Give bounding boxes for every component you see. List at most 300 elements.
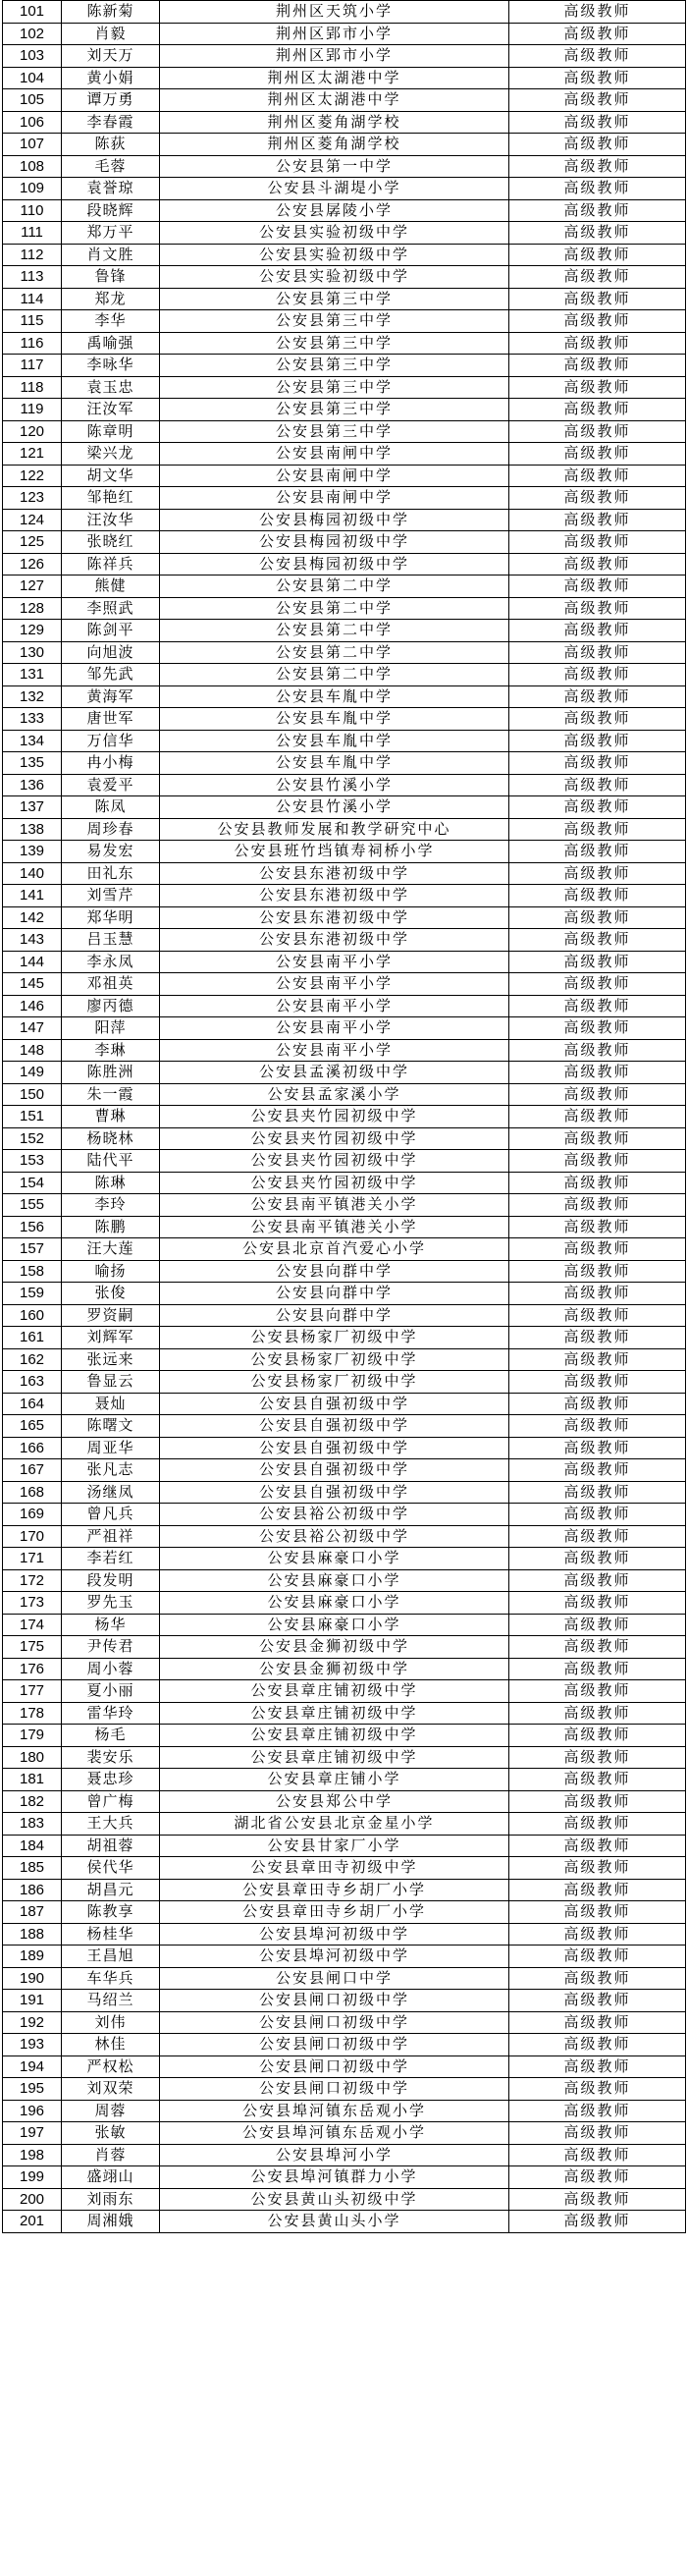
teacher-name-cell: 郑万平 <box>62 222 160 245</box>
job-title-cell: 高级教师 <box>509 2078 686 2101</box>
teacher-name-cell: 胡祖蓉 <box>62 1835 160 1857</box>
table-row <box>3 332 686 355</box>
teacher-name-cell: 阳萍 <box>62 1017 160 1040</box>
teacher-name-cell: 罗先玉 <box>62 1592 160 1615</box>
school-cell: 公安县第一中学 <box>160 155 509 178</box>
school-cell: 公安县章田寺乡胡厂小学 <box>160 1879 509 1901</box>
job-title-cell: 高级教师 <box>509 111 686 134</box>
school-cell: 公安县南平小学 <box>160 1017 509 1040</box>
job-title-cell: 高级教师 <box>509 862 686 885</box>
teacher-name-cell: 夏小丽 <box>62 1680 160 1703</box>
table-row <box>3 685 686 708</box>
job-title-cell: 高级教师 <box>509 199 686 222</box>
job-title-cell: 高级教师 <box>509 730 686 752</box>
row-number-cell: 159 <box>3 1283 62 1305</box>
row-number-cell: 121 <box>3 443 62 466</box>
table-row <box>3 178 686 200</box>
teacher-name-cell: 田礼东 <box>62 862 160 885</box>
row-number-cell: 124 <box>3 509 62 531</box>
table-row <box>3 906 686 929</box>
table-row <box>3 1614 686 1636</box>
job-title-cell: 高级教师 <box>509 1 686 24</box>
table-row <box>3 199 686 222</box>
table-row <box>3 45 686 68</box>
school-cell: 公安县第二中学 <box>160 597 509 620</box>
row-number-cell: 110 <box>3 199 62 222</box>
job-title-cell: 高级教师 <box>509 2122 686 2145</box>
table-row <box>3 1393 686 1415</box>
job-title-cell: 高级教师 <box>509 1592 686 1615</box>
job-title-cell: 高级教师 <box>509 1238 686 1261</box>
row-number-cell: 176 <box>3 1658 62 1680</box>
table-row <box>3 2211 686 2233</box>
table-row <box>3 487 686 510</box>
teacher-name-cell: 马绍兰 <box>62 1990 160 2012</box>
row-number-cell: 189 <box>3 1946 62 1968</box>
row-number-cell: 112 <box>3 244 62 266</box>
row-number-cell: 198 <box>3 2144 62 2166</box>
school-cell: 公安县黄山头小学 <box>160 2211 509 2233</box>
teacher-name-cell: 万信华 <box>62 730 160 752</box>
teacher-name-cell: 汪汝军 <box>62 399 160 421</box>
table-row <box>3 1017 686 1040</box>
school-cell: 公安县南平小学 <box>160 1039 509 1062</box>
teacher-name-cell: 陈新菊 <box>62 1 160 24</box>
school-cell: 公安县东港初级中学 <box>160 862 509 885</box>
school-cell: 公安县第三中学 <box>160 310 509 333</box>
row-number-cell: 103 <box>3 45 62 68</box>
teacher-name-cell: 陈剑平 <box>62 620 160 642</box>
table-row <box>3 995 686 1017</box>
job-title-cell: 高级教师 <box>509 1725 686 1747</box>
row-number-cell: 162 <box>3 1348 62 1371</box>
job-title-cell: 高级教师 <box>509 1769 686 1791</box>
table-row <box>3 1348 686 1371</box>
job-title-cell: 高级教师 <box>509 818 686 841</box>
table-row <box>3 376 686 399</box>
teacher-name-cell: 张远来 <box>62 1348 160 1371</box>
job-title-cell: 高级教师 <box>509 2188 686 2211</box>
school-cell: 公安县自强初级中学 <box>160 1437 509 1459</box>
job-title-cell: 高级教师 <box>509 1614 686 1636</box>
table-row <box>3 841 686 863</box>
teacher-name-cell: 李若红 <box>62 1548 160 1570</box>
row-number-cell: 135 <box>3 752 62 775</box>
teacher-name-cell: 李咏华 <box>62 355 160 377</box>
school-cell: 公安县麻豪口小学 <box>160 1614 509 1636</box>
table-row <box>3 2144 686 2166</box>
table-row <box>3 1548 686 1570</box>
teacher-name-cell: 周亚华 <box>62 1437 160 1459</box>
school-cell: 荆州区天筑小学 <box>160 1 509 24</box>
teacher-name-cell: 张敏 <box>62 2122 160 2145</box>
row-number-cell: 171 <box>3 1548 62 1570</box>
table-row <box>3 134 686 156</box>
school-cell: 公安县闸口初级中学 <box>160 2011 509 2034</box>
table-row <box>3 1437 686 1459</box>
row-number-cell: 146 <box>3 995 62 1017</box>
job-title-cell: 高级教师 <box>509 1481 686 1504</box>
row-number-cell: 107 <box>3 134 62 156</box>
teacher-name-cell: 袁玉忠 <box>62 376 160 399</box>
job-title-cell: 高级教师 <box>509 885 686 907</box>
job-title-cell: 高级教师 <box>509 1437 686 1459</box>
table-row <box>3 443 686 466</box>
table-row <box>3 575 686 598</box>
teacher-name-cell: 裴安乐 <box>62 1746 160 1769</box>
school-cell: 公安县闸口初级中学 <box>160 2078 509 2101</box>
school-cell: 公安县梅园初级中学 <box>160 531 509 554</box>
school-cell: 公安县金狮初级中学 <box>160 1658 509 1680</box>
table-row <box>3 2188 686 2211</box>
row-number-cell: 104 <box>3 67 62 89</box>
job-title-cell: 高级教师 <box>509 1702 686 1725</box>
row-number-cell: 133 <box>3 708 62 731</box>
school-cell: 公安县竹溪小学 <box>160 796 509 819</box>
row-number-cell: 182 <box>3 1790 62 1813</box>
table-row <box>3 1216 686 1238</box>
school-cell: 公安县实验初级中学 <box>160 222 509 245</box>
teacher-name-cell: 刘雪芹 <box>62 885 160 907</box>
school-cell: 公安县埠河镇东岳观小学 <box>160 2122 509 2145</box>
school-cell: 公安县郑公中学 <box>160 1790 509 1813</box>
table-row <box>3 1967 686 1990</box>
teacher-name-cell: 刘双荣 <box>62 2078 160 2101</box>
row-number-cell: 125 <box>3 531 62 554</box>
job-title-cell: 高级教师 <box>509 1415 686 1438</box>
job-title-cell: 高级教师 <box>509 1393 686 1415</box>
school-cell: 公安县第三中学 <box>160 355 509 377</box>
job-title-cell: 高级教师 <box>509 1216 686 1238</box>
table-row <box>3 244 686 266</box>
job-title-cell: 高级教师 <box>509 796 686 819</box>
row-number-cell: 136 <box>3 774 62 796</box>
teacher-name-cell: 李华 <box>62 310 160 333</box>
teacher-name-cell: 陈教享 <box>62 1901 160 1924</box>
teacher-name-cell: 向旭波 <box>62 641 160 664</box>
table-row <box>3 111 686 134</box>
teacher-name-cell: 段发明 <box>62 1569 160 1592</box>
row-number-cell: 130 <box>3 641 62 664</box>
table-row <box>3 1 686 24</box>
teacher-name-cell: 胡文华 <box>62 465 160 487</box>
table-row <box>3 1194 686 1217</box>
teacher-name-cell: 曾广梅 <box>62 1790 160 1813</box>
table-row <box>3 355 686 377</box>
teacher-name-cell: 车华兵 <box>62 1967 160 1990</box>
row-number-cell: 145 <box>3 973 62 996</box>
job-title-cell: 高级教师 <box>509 1283 686 1305</box>
teacher-name-cell: 刘天万 <box>62 45 160 68</box>
row-number-cell: 151 <box>3 1106 62 1128</box>
teacher-name-cell: 袁誉琼 <box>62 178 160 200</box>
school-cell: 公安县自强初级中学 <box>160 1481 509 1504</box>
teacher-name-cell: 肖毅 <box>62 23 160 45</box>
school-cell: 公安县黄山头初级中学 <box>160 2188 509 2211</box>
job-title-cell: 高级教师 <box>509 951 686 973</box>
job-title-cell: 高级教师 <box>509 420 686 443</box>
school-cell: 公安县埠河镇群力小学 <box>160 2166 509 2189</box>
row-number-cell: 197 <box>3 2122 62 2145</box>
job-title-cell: 高级教师 <box>509 2011 686 2034</box>
table-row <box>3 1746 686 1769</box>
job-title-cell: 高级教师 <box>509 1127 686 1150</box>
teacher-name-cell: 陈曙文 <box>62 1415 160 1438</box>
school-cell: 公安县孟溪初级中学 <box>160 1062 509 1084</box>
row-number-cell: 167 <box>3 1459 62 1482</box>
job-title-cell: 高级教师 <box>509 553 686 575</box>
job-title-cell: 高级教师 <box>509 752 686 775</box>
table-row <box>3 1504 686 1526</box>
row-number-cell: 190 <box>3 1967 62 1990</box>
row-number-cell: 154 <box>3 1172 62 1194</box>
job-title-cell: 高级教师 <box>509 155 686 178</box>
row-number-cell: 131 <box>3 664 62 686</box>
school-cell: 荆州区菱角湖学校 <box>160 111 509 134</box>
school-cell: 荆州区郢市小学 <box>160 23 509 45</box>
table-row <box>3 1106 686 1128</box>
table-row <box>3 1879 686 1901</box>
table-row <box>3 465 686 487</box>
row-number-cell: 105 <box>3 89 62 112</box>
teacher-name-cell: 杨毛 <box>62 1725 160 1747</box>
school-cell: 公安县北京首汽爱心小学 <box>160 1238 509 1261</box>
job-title-cell: 高级教师 <box>509 178 686 200</box>
school-cell: 荆州区太湖港中学 <box>160 67 509 89</box>
table-row <box>3 2078 686 2101</box>
row-number-cell: 120 <box>3 420 62 443</box>
teacher-name-cell: 汪大莲 <box>62 1238 160 1261</box>
table-row <box>3 288 686 310</box>
teacher-name-cell: 聂忠珍 <box>62 1769 160 1791</box>
row-number-cell: 109 <box>3 178 62 200</box>
row-number-cell: 192 <box>3 2011 62 2034</box>
table-row <box>3 1680 686 1703</box>
job-title-cell: 高级教师 <box>509 1835 686 1857</box>
school-cell: 公安县南平小学 <box>160 973 509 996</box>
row-number-cell: 152 <box>3 1127 62 1150</box>
table-row <box>3 1790 686 1813</box>
job-title-cell: 高级教师 <box>509 1039 686 1062</box>
teacher-name-cell: 朱一霞 <box>62 1083 160 1106</box>
job-title-cell: 高级教师 <box>509 332 686 355</box>
school-cell: 公安县麻豪口小学 <box>160 1592 509 1615</box>
table-row <box>3 641 686 664</box>
row-number-cell: 108 <box>3 155 62 178</box>
row-number-cell: 191 <box>3 1990 62 2012</box>
row-number-cell: 188 <box>3 1923 62 1946</box>
teacher-name-cell: 邹艳红 <box>62 487 160 510</box>
table-row <box>3 1283 686 1305</box>
job-title-cell: 高级教师 <box>509 2211 686 2233</box>
school-cell: 公安县夹竹园初级中学 <box>160 1106 509 1128</box>
table-row <box>3 752 686 775</box>
teacher-name-cell: 陈祥兵 <box>62 553 160 575</box>
job-title-cell: 高级教师 <box>509 443 686 466</box>
row-number-cell: 183 <box>3 1813 62 1836</box>
teacher-name-cell: 黄小娟 <box>62 67 160 89</box>
table-row <box>3 1702 686 1725</box>
school-cell: 公安县东港初级中学 <box>160 929 509 952</box>
row-number-cell: 168 <box>3 1481 62 1504</box>
teacher-name-cell: 张俊 <box>62 1283 160 1305</box>
school-cell: 公安县南闸中学 <box>160 443 509 466</box>
row-number-cell: 148 <box>3 1039 62 1062</box>
teacher-name-cell: 黄海军 <box>62 685 160 708</box>
table-row <box>3 774 686 796</box>
school-cell: 公安县竹溪小学 <box>160 774 509 796</box>
teacher-name-cell: 汪汝华 <box>62 509 160 531</box>
job-title-cell: 高级教师 <box>509 288 686 310</box>
table-row <box>3 1327 686 1349</box>
row-number-cell: 185 <box>3 1857 62 1880</box>
school-cell: 公安县车胤中学 <box>160 685 509 708</box>
job-title-cell: 高级教师 <box>509 973 686 996</box>
row-number-cell: 165 <box>3 1415 62 1438</box>
table-row <box>3 1901 686 1924</box>
roster-body <box>3 1 686 2233</box>
teacher-name-cell: 刘辉军 <box>62 1327 160 1349</box>
job-title-cell: 高级教师 <box>509 1857 686 1880</box>
row-number-cell: 147 <box>3 1017 62 1040</box>
school-cell: 公安县第二中学 <box>160 575 509 598</box>
job-title-cell: 高级教师 <box>509 2034 686 2056</box>
school-cell: 公安县章庄铺小学 <box>160 1769 509 1791</box>
table-row <box>3 1459 686 1482</box>
teacher-name-cell: 刘伟 <box>62 2011 160 2034</box>
row-number-cell: 175 <box>3 1636 62 1659</box>
school-cell: 公安县南闸中学 <box>160 465 509 487</box>
school-cell: 公安县裕公初级中学 <box>160 1504 509 1526</box>
teacher-name-cell: 聂灿 <box>62 1393 160 1415</box>
job-title-cell: 高级教师 <box>509 376 686 399</box>
teacher-name-cell: 汤继凤 <box>62 1481 160 1504</box>
row-number-cell: 128 <box>3 597 62 620</box>
job-title-cell: 高级教师 <box>509 1083 686 1106</box>
table-row <box>3 155 686 178</box>
table-row <box>3 1260 686 1283</box>
row-number-cell: 123 <box>3 487 62 510</box>
school-cell: 公安县埠河初级中学 <box>160 1923 509 1946</box>
row-number-cell: 172 <box>3 1569 62 1592</box>
teacher-name-cell: 胡昌元 <box>62 1879 160 1901</box>
job-title-cell: 高级教师 <box>509 222 686 245</box>
job-title-cell: 高级教师 <box>509 1879 686 1901</box>
table-row <box>3 1813 686 1836</box>
school-cell: 公安县实验初级中学 <box>160 266 509 289</box>
table-row <box>3 2122 686 2145</box>
school-cell: 公安县自强初级中学 <box>160 1393 509 1415</box>
row-number-cell: 178 <box>3 1702 62 1725</box>
teacher-name-cell: 刘雨东 <box>62 2188 160 2211</box>
job-title-cell: 高级教师 <box>509 1304 686 1327</box>
job-title-cell: 高级教师 <box>509 45 686 68</box>
teacher-name-cell: 严祖祥 <box>62 1525 160 1548</box>
job-title-cell: 高级教师 <box>509 1658 686 1680</box>
school-cell: 公安县夹竹园初级中学 <box>160 1127 509 1150</box>
teacher-name-cell: 郑华明 <box>62 906 160 929</box>
job-title-cell: 高级教师 <box>509 1525 686 1548</box>
job-title-cell: 高级教师 <box>509 134 686 156</box>
table-row <box>3 1481 686 1504</box>
table-row <box>3 420 686 443</box>
teacher-name-cell: 邓祖英 <box>62 973 160 996</box>
teacher-name-cell: 熊健 <box>62 575 160 598</box>
row-number-cell: 194 <box>3 2055 62 2078</box>
table-row <box>3 1172 686 1194</box>
table-row <box>3 399 686 421</box>
school-cell: 公安县麻豪口小学 <box>160 1569 509 1592</box>
school-cell: 公安县第三中学 <box>160 376 509 399</box>
row-number-cell: 117 <box>3 355 62 377</box>
table-row <box>3 1127 686 1150</box>
row-number-cell: 174 <box>3 1614 62 1636</box>
school-cell: 公安县麻豪口小学 <box>160 1548 509 1570</box>
teacher-name-cell: 曾凡兵 <box>62 1504 160 1526</box>
job-title-cell: 高级教师 <box>509 620 686 642</box>
job-title-cell: 高级教师 <box>509 1459 686 1482</box>
teacher-name-cell: 陈胜洲 <box>62 1062 160 1084</box>
teacher-name-cell: 谭万勇 <box>62 89 160 112</box>
school-cell: 公安县向群中学 <box>160 1283 509 1305</box>
teacher-name-cell: 陈凤 <box>62 796 160 819</box>
school-cell: 公安县南平小学 <box>160 951 509 973</box>
teacher-name-cell: 鲁锋 <box>62 266 160 289</box>
teacher-name-cell: 李琳 <box>62 1039 160 1062</box>
school-cell: 公安县班竹垱镇寿祠桥小学 <box>160 841 509 863</box>
school-cell: 公安县第三中学 <box>160 399 509 421</box>
row-number-cell: 116 <box>3 332 62 355</box>
row-number-cell: 181 <box>3 1769 62 1791</box>
teacher-name-cell: 曹琳 <box>62 1106 160 1128</box>
teacher-name-cell: 陈荻 <box>62 134 160 156</box>
teacher-name-cell: 杨华 <box>62 1614 160 1636</box>
row-number-cell: 141 <box>3 885 62 907</box>
job-title-cell: 高级教师 <box>509 1106 686 1128</box>
school-cell: 公安县孱陵小学 <box>160 199 509 222</box>
row-number-cell: 200 <box>3 2188 62 2211</box>
table-row <box>3 310 686 333</box>
row-number-cell: 119 <box>3 399 62 421</box>
job-title-cell: 高级教师 <box>509 89 686 112</box>
teacher-name-cell: 肖文胜 <box>62 244 160 266</box>
row-number-cell: 166 <box>3 1437 62 1459</box>
job-title-cell: 高级教师 <box>509 929 686 952</box>
job-title-cell: 高级教师 <box>509 1569 686 1592</box>
table-row <box>3 620 686 642</box>
table-row <box>3 1769 686 1791</box>
teacher-name-cell: 毛蓉 <box>62 155 160 178</box>
school-cell: 公安县埠河小学 <box>160 2144 509 2166</box>
row-number-cell: 132 <box>3 685 62 708</box>
row-number-cell: 111 <box>3 222 62 245</box>
table-row <box>3 1415 686 1438</box>
table-row <box>3 818 686 841</box>
school-cell: 荆州区太湖港中学 <box>160 89 509 112</box>
school-cell: 公安县自强初级中学 <box>160 1415 509 1438</box>
school-cell: 公安县车胤中学 <box>160 752 509 775</box>
teacher-name-cell: 周珍春 <box>62 818 160 841</box>
row-number-cell: 102 <box>3 23 62 45</box>
job-title-cell: 高级教师 <box>509 2144 686 2166</box>
teacher-name-cell: 张晓红 <box>62 531 160 554</box>
teacher-name-cell: 廖丙德 <box>62 995 160 1017</box>
job-title-cell: 高级教师 <box>509 1946 686 1968</box>
job-title-cell: 高级教师 <box>509 841 686 863</box>
job-title-cell: 高级教师 <box>509 685 686 708</box>
table-row <box>3 1039 686 1062</box>
job-title-cell: 高级教师 <box>509 531 686 554</box>
